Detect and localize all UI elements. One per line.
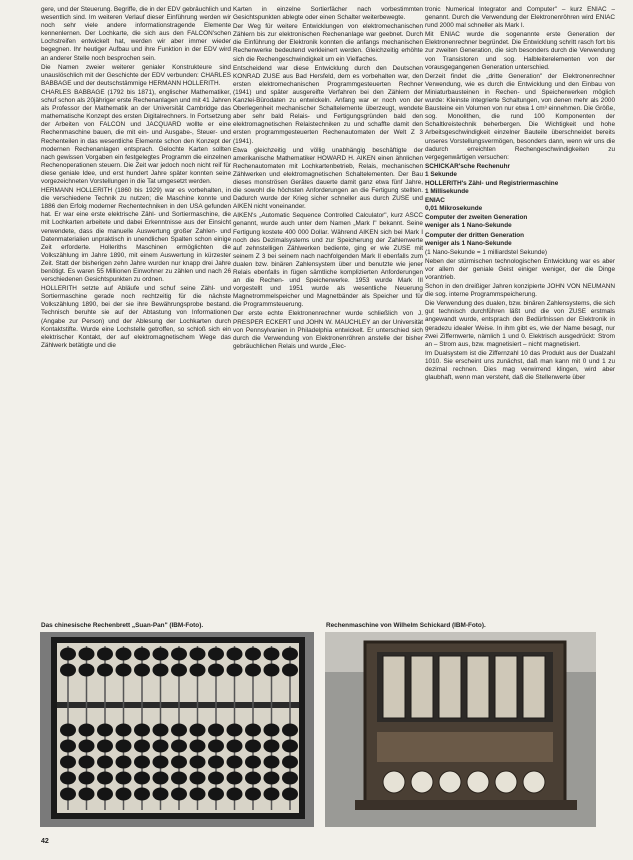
- speed-entry: Computer der zweiten Generation weniger als 1 Nano-Sekunde: [425, 214, 528, 230]
- paragraph: CHARLES BABBAGE (1792 bis 1871), englischer Mathematiker, schuf schon als 20jähriger erste Rechenanlagen und mit 41 Jahren als Professor der Mathematik an der Universität Cambridge das mathematische Konzept des ersten Digitalrechners. In Fortsetzung der Arbeiten von FALCON und JACQUARD wollte er eine Rechenmaschine bauen, die mit ein- und Ausgabe-, Steuer- und Rechenteilen in das wesentliche Elemente schon den Konzept der modernen Rechenanlagen entsprach. Gelochte Karten sollten nach gewissen Vorgaben ein festgelegtes Programm die einzelnen Rechenoperationen steuern. Die Zeit war jedoch noch nicht reif für diese geniale Idee, und erst hundert Jahre später konnten seine vorgezeichneten Vorstellungen in die Tat umgesetzt werden.: [41, 88, 231, 185]
- schickard-machine-photo: [325, 632, 596, 827]
- speed-entry: Computer der dritten Generation weniger als 1 Nano-Sekunde: [425, 231, 525, 247]
- speed-entry: SCHICKAR'sche Rechenuhr 1 Sekunde: [425, 162, 510, 178]
- paragraph: Derzeit findet die „dritte Generation" der Elektronenrechner Verwendung, wie es durch die Entwicklung und den Einbau von Miniaturbausteinen in Rechen- und Speicherwerken möglich wurde: Kleinste integrierte Schaltungen, von denen mehr als 2000 Bausteine ein Volumen von nur etwa 1 cm³ einnehmen. Die Größe, sog. Monolithen, die rund 100 Komponenten der Schaltkreistechnik beherbergen. Die Wichtigkeit und hohe Arbeitsgeschwindigkeit einzelner Bauteile überschneidet bereits unseres Vorstellungsvermögen, besonders dann, wenn wir uns die dadurch erreichten Rechengeschwindigkeiten zu vergegenwärtigen versuchen:: [425, 72, 615, 161]
- paragraph: Neben der stürmischen technologischen Entwicklung war es aber vor allem der geniale Geist einiger weniger, der die Dinge vorantrieb.: [425, 257, 615, 281]
- paragraph: Der erste echte Elektronenrechner wurde schließlich von J. PRESPER ECKERT und JOHN W. MAUCHLEY an der Universität von Pennsylvanien in Philadelphia entwickelt. Er unterschied sich durch die Verwendung von Elektronenröhren anstelle der bisher gebräuchlichen Relais und wurde „Elec-: [233, 310, 423, 350]
- abacus-photo: [40, 632, 314, 827]
- schickard-caption: Rechenmaschine von Wilhelm Schickard (IBM-Foto).: [326, 622, 486, 629]
- text-column-3: [425, 6, 615, 586]
- paragraph: Der Weg für weitere Entwicklungen von elektromechanischen Zählern bis zur elektronischen Rechenanlage war geebnet. Durch die Einführung der Elektronik konnten die anfangs mechanischen Rechenwerke bedeutend verkleinert werden. Gleichzeitig erhöhte sich die Rechengeschwindigkeit um ein Vielfaches.: [233, 23, 423, 63]
- paragraph: (1 Nano-Sekunde = 1 milliardstel Sekunde): [425, 248, 548, 256]
- text-column-1: [41, 6, 231, 586]
- paragraph: HERMANN HOLLERITH (1860 bis 1929) war es vorbehalten, in die verschiedene Technik zu nutzen; die Maschine konnte und 1886 den Erfolg moderner Rechentechniken in den USA gefunden hat. Er war eine erste elektrische Zähl- und Sortiermaschine, die mit Lochkarten arbeitete und dabei Erkenntnisse aus der Einsicht verwendete, dass die manuelle Auswertung großer Zahlen- und Datenmaterialien unpraktisch in unendlichen Spalten schon einige Zeit erforderte. Holleriths Maschinen ermöglichten die Volkszählung im Jahre 1890, mit einem Auswertung in kürzester Zeit. Statt der bisherigen zehn Jahre wurden nur knapp drei Jahre benötigt. Es waren 55 Millionen Einwohner zu zählen und nach 26 verschiedenen Gesichtspunkten zu ordnen.: [41, 187, 231, 284]
- text-column-2: [233, 6, 423, 586]
- paragraph: Die Namen zweier weiterer genialer Konstrukteure sind unauslöschlich mit der Geschichte der EDV verbunden: CHARLES BABBAGE und der deutschstämmige HERMANN HOLLERITH.: [41, 63, 231, 87]
- abacus-caption: Das chinesische Rechenbrett „Suan-Pan" (IBM-Foto).: [41, 622, 204, 629]
- paragraph: Mit ENIAC wurde die sogenannte erste Generation der Elektronenrechner begründet. Die Entwicklung schritt rasch fort bis zur zweiten Generation, die sich besonders durch die Verwendung von Transistoren und sog. Halbleiterelementen von der vorausgegangenen Generation unterschied.: [425, 31, 615, 71]
- paragraph: Schon in den dreißiger Jahren konzipierte JOHN VON NEUMANN die sog. interne Programmspeicherung.: [425, 283, 615, 299]
- paragraph: tronic Numerical Integrator and Computer" – kurz ENIAC – genannt. Durch die Verwendung der Elektronenröhren wird ENIAC rund 2000 mal schneller als Mark I.: [425, 6, 615, 30]
- abacus-illustration: [40, 632, 314, 827]
- paragraph: Im Dualsystem ist die Ziffernzahl 10 das Produkt aus der Dualzahl 1010. Sie erscheint uns zunächst, daß man kann mit 0 und 1 zu dezimal rechnen. Dies mag verwirrend klingen, wird aber glaubhaft, wenn man versteht, daß die Stellenwerte über: [425, 349, 615, 382]
- paragraph: Entscheidend war diese Entwicklung durch den Deutschen KONRAD ZUSE aus Bad Hersfeld, dem es vorbehalten war, den ersten elektromechanischen Programmgesteuerten Rechner (1941) und später ausgereifte Verfahren bei den Zählern der Kanzlei-Bürodaten zu entwickeln. Anfang war er noch von der Oberlegenheit mechanischer Schaltelemente überzeugt, wendete aber sehr bald Relais- und Fertigungsgründen bald den elektromagnetischen Relaistechniken zu und schaffte damit den ersten programmgesteuerten Rechenautomaten der Welt Z 3 (1941).: [233, 64, 423, 145]
- paragraph: Karten in einzelne Sortierfächer nach vorbestimmten Gesichtspunkten ablegte oder einen Schalter weiterbewegte.: [233, 6, 423, 22]
- schickard-machine-illustration: [325, 632, 596, 827]
- speed-entry: HOLLERITH's Zähl- und Registriermaschine 1 Millisekunde: [425, 179, 559, 196]
- paragraph: HOLLERITH setzte auf Abläufe und schuf seine Zähl- und Sortiermaschine gerade noch rechtzeitig für die nächste Volkszählung 1890, bei der sie ihre Bewährungsprobe bestand. Technisch beruhte sie auf der Abtastung von Informationen (Angabe zur Person) und der Ablesung der Lochkarten durch Kontaktstifte. Wurde eine Lochstelle getroffen, so schloß sich ein elektrischer Kontakt, der auf elektromagnetischem Wege das Zählwerk betätigte und die: [41, 285, 231, 349]
- paragraph: Die Verwendung des dualen, bzw. binären Zahlensystems, die sich gut technisch durchführen läßt und die von ZUSE erstmals angewandt wurde, entsprach den Bedürfnissen der Elektronik in geradezu idealer Weise. In ihm gibt es, wie der Name besagt, nur zwei Ziffernwerte, nämlich 1 und 0. Elektrisch ausgedrückt: Strom an – Strom aus, bzw. magnetisiert – nicht magnetisiert.: [425, 300, 615, 348]
- speed-entry: ENIAC 0,01 Mikrosekunde: [425, 197, 483, 213]
- paragraph: gere, und der Steuerung. Begriffe, die in der EDV gebräuchlich und wesentlich sind. Im weiteren Verlauf dieser Einführung werden wir noch sehr viele andere informationstragende Elemente kennenlernen. Der Lochkarte, die sich aus den FALCON'schen Lochstreifen entwickelt hat, werden wir aber immer wieder begegnen. Ihr heutiger Aufbau und ihre Funktion in der EDV wird an anderer Stelle noch besprochen sein.: [41, 6, 231, 62]
- paragraph: Etwa gleichzeitig und völlig unabhängig beschäftigte der amerikanische Mathematiker HOWARD H. AIKEN einen ähnlichen Rechenautomaten mit Lochkartenbetrieb, Relais, mechanischen Zählwerken und elektromagnetischen Schaltelementen. Der Bau dieses monströsen Gerätes dauerte damit ganz etwa fünf Jahre, die sowohl die höchsten Anforderungen an die Fertigung stellten. Dadurch wurde der Krieg sicher schneller aus durch ZUSE und AIKEN nicht voneinander.: [233, 146, 423, 211]
- paragraph: AIKEN's „Automatic Sequence Controlled Calculator", kurz ASCC genannt, wurde auch unter dem Namen „Mark I" bekannt. Seine Fertigung kostete 400 000 Dollar. Während AIKEN sich bei Mark I noch des Dezimalsystems und zur Speicherung der Zahlenwerte auf zehnstelligen Zählwerken bediente, ging er wie ZUSE mit seinem Z 3 bei seinem nach nachfolgenden Mark II ebenfalls zum dualen bzw. binären Zahlensystem über und benutzte wie jener Relais ebenfalls in fügen sämtliche komplizierten Anforderungen an die Rechen- und Speicherwerke. 1953 wurde Mark III vorgestellt und 1951 wurde als wesentliche Neuerung Magnetrommelspeicher und Magnetbänder als Speicher und für die Programmsteuerung.: [233, 212, 423, 309]
- page-number: 42: [41, 838, 49, 845]
